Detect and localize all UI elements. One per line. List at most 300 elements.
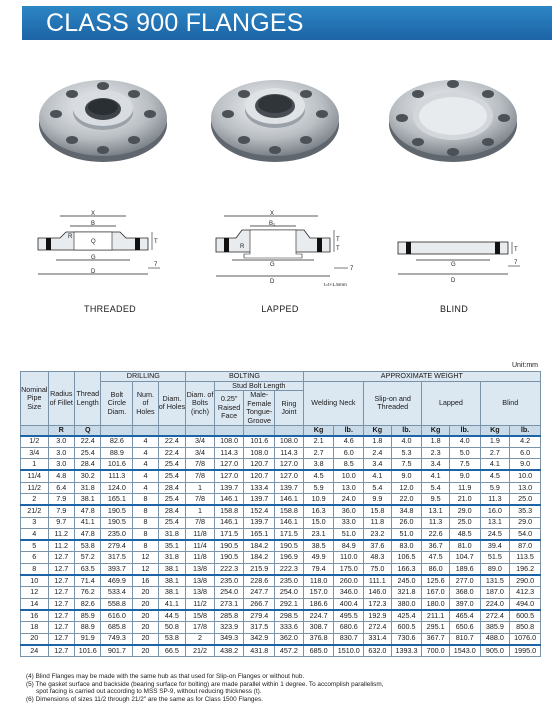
- table-cell: 21.0: [449, 493, 480, 505]
- table-cell: 127.0: [275, 470, 304, 482]
- table-cell: 172.3: [364, 598, 392, 610]
- header-stud-length: Stud Bolt Length: [214, 381, 303, 391]
- table-cell: 8.5: [334, 459, 364, 471]
- table-cell: 88.9: [75, 622, 101, 633]
- table-cell: 37.6: [364, 540, 392, 552]
- table-cell: 31.8: [158, 528, 186, 540]
- table-cell: 272.4: [364, 622, 392, 633]
- table-cell: 5.0: [449, 447, 480, 458]
- table-cell: 36.7: [422, 540, 450, 552]
- table-cell: 125.6: [422, 575, 450, 587]
- header-welding-neck: Welding Neck: [303, 381, 363, 426]
- table-cell: 22.4: [75, 436, 101, 448]
- table-cell: 114.3: [214, 447, 244, 458]
- table-cell: 53.8: [75, 540, 101, 552]
- unit-kg: Kg: [422, 426, 450, 436]
- table-cell: 127.0: [275, 459, 304, 471]
- table-cell: 749.3: [101, 633, 133, 645]
- dim-g-label: G: [451, 262, 456, 268]
- table-cell: 425.4: [391, 610, 422, 622]
- table-cell: 31.8: [158, 552, 186, 563]
- table-cell: 245.0: [391, 575, 422, 587]
- table-cell: 368.0: [449, 587, 480, 598]
- table-cell: 152.4: [244, 505, 275, 517]
- unit-blank: [214, 426, 244, 436]
- table-cell: 4.8: [48, 470, 74, 482]
- table-cell: 9.5: [422, 493, 450, 505]
- table-cell: 4.1: [422, 470, 450, 482]
- table-cell: 494.0: [510, 598, 541, 610]
- table-cell: 38.1: [158, 575, 186, 587]
- table-cell: 38.5: [303, 540, 334, 552]
- table-cell: 11.8: [364, 517, 392, 528]
- table-cell: 12.7: [48, 610, 74, 622]
- table-row: [21, 587, 541, 598]
- table-cell: 171.5: [275, 528, 304, 540]
- table-cell: 10.9: [303, 493, 334, 505]
- dim-7-label: 7: [514, 260, 518, 266]
- table-cell: 101.6: [75, 645, 101, 657]
- table-cell: 48.5: [449, 528, 480, 540]
- table-cell: 57.2: [75, 552, 101, 563]
- table-cell: 2: [186, 633, 215, 645]
- table-row: [21, 447, 541, 458]
- table-cell: 1510.0: [334, 645, 364, 657]
- table-cell: 158.8: [214, 505, 244, 517]
- table-cell: 905.0: [480, 645, 510, 657]
- table-cell: 190.5: [101, 505, 133, 517]
- pipe-size-cell: 14: [21, 598, 49, 610]
- table-cell: 680.6: [334, 622, 364, 633]
- table-cell: 4.5: [303, 470, 334, 482]
- table-cell: 53.8: [158, 633, 186, 645]
- table-cell: 1.8: [422, 436, 450, 448]
- table-cell: 89.0: [480, 563, 510, 575]
- header-bolt-circle: Bolt Circle Diam.: [101, 381, 133, 426]
- table-cell: 495.5: [334, 610, 364, 622]
- table-cell: 1.8: [364, 436, 392, 448]
- table-cell: 66.5: [158, 645, 186, 657]
- table-cell: 12.7: [48, 622, 74, 633]
- table-cell: 616.0: [101, 610, 133, 622]
- table-row: [21, 459, 541, 471]
- unit-blank: [133, 426, 158, 436]
- table-cell: 180.0: [422, 598, 450, 610]
- table-cell: 266.7: [244, 598, 275, 610]
- table-cell: 685.0: [303, 645, 334, 657]
- dim-t-label: T: [154, 239, 158, 245]
- unit-blank: [101, 426, 133, 436]
- table-cell: 810.7: [449, 633, 480, 645]
- table-cell: 8: [133, 505, 158, 517]
- table-cell: 4: [133, 447, 158, 458]
- table-cell: 4.1: [364, 470, 392, 482]
- table-cell: 34.8: [391, 505, 422, 517]
- table-cell: 1: [186, 482, 215, 493]
- table-cell: 2.7: [303, 447, 334, 458]
- table-cell: 380.0: [391, 598, 422, 610]
- caption-threaded: THREADED: [84, 304, 136, 314]
- table-cell: 376.8: [303, 633, 334, 645]
- table-row: [21, 436, 541, 448]
- table-cell: 222.3: [275, 563, 304, 575]
- table-row: [21, 598, 541, 610]
- table-body: [21, 436, 541, 657]
- table-cell: 118.0: [303, 575, 334, 587]
- table-cell: 901.7: [101, 645, 133, 657]
- table-cell: 7.5: [391, 459, 422, 471]
- dim-t-label: T: [336, 237, 340, 243]
- blind-flange-photo: [386, 72, 520, 166]
- table-cell: 488.0: [480, 633, 510, 645]
- table-cell: 3.4: [364, 459, 392, 471]
- table-cell: 215.9: [244, 563, 275, 575]
- table-cell: 254.0: [214, 587, 244, 598]
- table-cell: 133.4: [244, 482, 275, 493]
- table-cell: 38.1: [75, 493, 101, 505]
- table-cell: 186.6: [303, 598, 334, 610]
- table-cell: 189.6: [449, 563, 480, 575]
- table-cell: 3.4: [422, 459, 450, 471]
- table-cell: 171.5: [214, 528, 244, 540]
- table-cell: 235.0: [275, 575, 304, 587]
- table-cell: 23.2: [364, 528, 392, 540]
- table-row: [21, 633, 541, 645]
- table-cell: 362.0: [275, 633, 304, 645]
- table-cell: 127.0: [214, 459, 244, 471]
- header-num-holes: Num. of Holes: [133, 381, 158, 426]
- table-cell: 12.7: [48, 633, 74, 645]
- table-cell: 146.1: [214, 517, 244, 528]
- table-cell: 157.0: [303, 587, 334, 598]
- table-cell: 333.6: [275, 622, 304, 633]
- footnote-4: (4) Blind Flanges may be made with the same hub as that used for Slip-on Flanges or without hub.: [26, 673, 305, 680]
- table-cell: 113.5: [510, 552, 541, 563]
- table-cell: 393.7: [101, 563, 133, 575]
- table-cell: 11.3: [422, 517, 450, 528]
- table-cell: 385.9: [480, 622, 510, 633]
- table-cell: 8: [133, 540, 158, 552]
- table-cell: 165.1: [101, 493, 133, 505]
- table-cell: 6.0: [510, 447, 541, 458]
- lapped-flange-photo: [208, 72, 342, 166]
- table-cell: 9.9: [364, 493, 392, 505]
- table-cell: 13.0: [334, 482, 364, 493]
- table-cell: 20: [133, 610, 158, 622]
- table-cell: 10.0: [334, 470, 364, 482]
- dim-7-label: 7: [154, 262, 158, 268]
- table-cell: 438.2: [214, 645, 244, 657]
- table-cell: 331.4: [364, 633, 392, 645]
- unit-lb: lb.: [510, 426, 541, 436]
- table-cell: 5.4: [422, 482, 450, 493]
- table-cell: 82.6: [75, 598, 101, 610]
- table-cell: 131.5: [480, 575, 510, 587]
- table-cell: 5.9: [480, 482, 510, 493]
- table-cell: 3.0: [48, 447, 74, 458]
- pipe-size-cell: 1: [21, 459, 49, 471]
- table-cell: 211.1: [422, 610, 450, 622]
- table-cell: 25.0: [449, 517, 480, 528]
- footnote-6: (6) Dimensions of sizes 11/2 through 21/2" are the same as for Class 1500 Flanges.: [26, 695, 263, 703]
- table-row: [21, 493, 541, 505]
- table-cell: 4.2: [510, 436, 541, 448]
- table-cell: 16.0: [480, 505, 510, 517]
- caption-lapped: LAPPED: [261, 304, 299, 314]
- table-cell: 15.0: [303, 517, 334, 528]
- table-cell: 292.1: [275, 598, 304, 610]
- dim-x-label: X: [270, 211, 275, 217]
- table-cell: 7.5: [449, 459, 480, 471]
- dim-r-label: R: [240, 244, 245, 250]
- header-diam-holes: Diam. of Holes: [158, 381, 186, 426]
- table-cell: 349.3: [214, 633, 244, 645]
- table-cell: 1: [186, 505, 215, 517]
- table-cell: 20: [133, 633, 158, 645]
- table-cell: 22.4: [158, 436, 186, 448]
- table-cell: 91.9: [75, 633, 101, 645]
- table-cell: 317.5: [244, 622, 275, 633]
- footnotes: [26, 673, 546, 703]
- table-cell: 165.1: [244, 528, 275, 540]
- dim-g-label: G: [270, 262, 275, 268]
- table-cell: 469.9: [101, 575, 133, 587]
- table-cell: 8: [133, 517, 158, 528]
- table-cell: 11.9: [449, 482, 480, 493]
- table-cell: 84.9: [334, 540, 364, 552]
- table-cell: 39.4: [480, 540, 510, 552]
- table-cell: 20: [133, 645, 158, 657]
- table-row: [21, 622, 541, 633]
- table-cell: 139.7: [244, 517, 275, 528]
- table-cell: 9.0: [449, 470, 480, 482]
- table-cell: 412.3: [510, 587, 541, 598]
- table-cell: 71.4: [75, 575, 101, 587]
- table-cell: 400.4: [334, 598, 364, 610]
- unit-lb: lb.: [449, 426, 480, 436]
- table-cell: 11.3: [480, 493, 510, 505]
- table-cell: 120.7: [244, 459, 275, 471]
- table-cell: 13/8: [186, 587, 215, 598]
- table-cell: 4: [133, 436, 158, 448]
- table-cell: 11/2: [186, 598, 215, 610]
- pipe-size-cell: 1/2: [21, 436, 49, 448]
- table-cell: 558.8: [101, 598, 133, 610]
- table-cell: 16: [133, 575, 158, 587]
- table-cell: 196.2: [510, 563, 541, 575]
- table-cell: 54.0: [510, 528, 541, 540]
- table-cell: 321.8: [391, 587, 422, 598]
- unit-label: Unit:mm: [511, 362, 538, 369]
- table-cell: 82.6: [101, 436, 133, 448]
- table-cell: 108.0: [214, 436, 244, 448]
- pipe-size-cell: 20: [21, 633, 49, 645]
- table-cell: 26.0: [391, 517, 422, 528]
- table-cell: 9.0: [391, 470, 422, 482]
- table-cell: 104.7: [449, 552, 480, 563]
- table-cell: 279.4: [101, 540, 133, 552]
- unit-blank: [275, 426, 304, 436]
- caption-blind: BLIND: [439, 304, 468, 314]
- title-banner: [22, 6, 552, 40]
- pipe-size-cell: 8: [21, 563, 49, 575]
- table-cell: 3/4: [186, 447, 215, 458]
- unit-blank: [244, 426, 275, 436]
- table-cell: 700.0: [422, 645, 450, 657]
- table-cell: 6.4: [48, 482, 74, 493]
- table-cell: 120.7: [244, 470, 275, 482]
- unit-r: R: [48, 426, 74, 436]
- table-cell: 175.0: [334, 563, 364, 575]
- table-cell: 685.8: [101, 622, 133, 633]
- table-cell: 4.1: [480, 459, 510, 471]
- table-cell: 75.0: [364, 563, 392, 575]
- pipe-size-cell: 6: [21, 552, 49, 563]
- table-cell: 272.4: [480, 610, 510, 622]
- unit-kg: Kg: [480, 426, 510, 436]
- unit-q: Q: [75, 426, 101, 436]
- table-cell: 47.8: [75, 528, 101, 540]
- table-cell: 23.1: [303, 528, 334, 540]
- table-cell: 139.7: [214, 482, 244, 493]
- table-cell: 8: [133, 493, 158, 505]
- table-cell: 7/8: [186, 459, 215, 471]
- table-cell: 2.4: [364, 447, 392, 458]
- table-cell: 2.3: [422, 447, 450, 458]
- table-cell: 24.5: [480, 528, 510, 540]
- table-cell: 38.1: [158, 563, 186, 575]
- lap-allowance-label: t=t+1.5mm: [324, 283, 347, 288]
- table-cell: 600.5: [391, 622, 422, 633]
- table-cell: 11.2: [48, 540, 74, 552]
- table-cell: 1393.3: [391, 645, 422, 657]
- pipe-size-cell: 2: [21, 493, 49, 505]
- pipe-size-cell: 3/4: [21, 447, 49, 458]
- header-thread: Thread Length: [75, 372, 101, 426]
- dim-d-label: D: [91, 269, 96, 275]
- table-cell: 12.0: [391, 482, 422, 493]
- table-cell: 277.0: [449, 575, 480, 587]
- dim-7-label: 7: [350, 266, 354, 272]
- table-cell: 25.4: [158, 517, 186, 528]
- table-cell: 190.5: [101, 517, 133, 528]
- table-row: [21, 610, 541, 622]
- table-cell: 196.9: [275, 552, 304, 563]
- table-cell: 273.1: [214, 598, 244, 610]
- table-row: [21, 528, 541, 540]
- dim-d-label: D: [270, 279, 275, 285]
- table-cell: 12.7: [48, 563, 74, 575]
- table-cell: 190.5: [214, 552, 244, 563]
- table-cell: 260.0: [334, 575, 364, 587]
- table-cell: 22.0: [391, 493, 422, 505]
- pipe-size-cell: 18: [21, 622, 49, 633]
- table-cell: 4.0: [391, 436, 422, 448]
- table-cell: 11/8: [186, 528, 215, 540]
- pipe-size-cell: 12: [21, 587, 49, 598]
- table-cell: 4.5: [480, 470, 510, 482]
- unit-blank: [21, 426, 49, 436]
- table-cell: 35.1: [158, 540, 186, 552]
- table-cell: 25.4: [158, 459, 186, 471]
- table-row: [21, 540, 541, 552]
- table-cell: 279.4: [244, 610, 275, 622]
- table-cell: 13.0: [510, 482, 541, 493]
- table-cell: 25.0: [510, 493, 541, 505]
- table-cell: 4: [133, 482, 158, 493]
- table-cell: 235.0: [214, 575, 244, 587]
- table-cell: 21/2: [186, 645, 215, 657]
- table-cell: 342.9: [244, 633, 275, 645]
- table-cell: 650.6: [449, 622, 480, 633]
- table-cell: 36.0: [334, 505, 364, 517]
- table-row: [21, 563, 541, 575]
- table-cell: 15/8: [186, 610, 215, 622]
- table-cell: 83.0: [391, 540, 422, 552]
- table-row: [21, 552, 541, 563]
- table-cell: 16.3: [303, 505, 334, 517]
- table-cell: 87.0: [510, 540, 541, 552]
- table-cell: 7/8: [186, 493, 215, 505]
- table-cell: 166.3: [391, 563, 422, 575]
- table-cell: 41.1: [158, 598, 186, 610]
- header-radius: Radius of Fillet: [48, 372, 74, 426]
- header-male-female: Male-Female Tongue-Groove: [244, 391, 275, 426]
- table-cell: 22.6: [422, 528, 450, 540]
- table-cell: 111.1: [364, 575, 392, 587]
- table-cell: 190.5: [275, 540, 304, 552]
- dim-d-label: D: [451, 278, 456, 284]
- pipe-size-cell: 11/4: [21, 470, 49, 482]
- table-cell: 11/8: [186, 552, 215, 563]
- table-cell: 224.7: [303, 610, 334, 622]
- table-cell: 5.4: [364, 482, 392, 493]
- unit-kg: Kg: [303, 426, 334, 436]
- table-cell: 28.4: [158, 505, 186, 517]
- table-cell: 17/8: [186, 622, 215, 633]
- table-cell: 85.9: [75, 610, 101, 622]
- table-cell: 9.0: [510, 459, 541, 471]
- table-cell: 12: [133, 563, 158, 575]
- table-cell: 101.6: [244, 436, 275, 448]
- table-cell: 10.0: [510, 470, 541, 482]
- table-cell: 20: [133, 622, 158, 633]
- table-row: [21, 482, 541, 493]
- table-cell: 7.9: [48, 505, 74, 517]
- table-cell: 730.6: [391, 633, 422, 645]
- footnote-5-cont: spot facing is carried out according to MSS SP-9, without reducing thickness (t).: [36, 688, 262, 696]
- table-cell: 4: [133, 470, 158, 482]
- table-cell: 101.6: [101, 459, 133, 471]
- table-cell: 79.4: [303, 563, 334, 575]
- table-cell: 86.0: [422, 563, 450, 575]
- table-cell: 22.4: [158, 447, 186, 458]
- table-cell: 254.0: [275, 587, 304, 598]
- table-cell: 111.3: [101, 470, 133, 482]
- table-cell: 12.7: [48, 552, 74, 563]
- threaded-flange-drawing: [30, 208, 180, 288]
- table-cell: 127.0: [214, 470, 244, 482]
- table-cell: 167.0: [422, 587, 450, 598]
- table-cell: 3/4: [186, 436, 215, 448]
- header-nominal: Nominal Pipe Size: [21, 372, 49, 426]
- unit-blank: [186, 426, 215, 436]
- table-cell: 184.2: [244, 540, 275, 552]
- table-cell: 13.1: [480, 517, 510, 528]
- table-cell: 224.0: [480, 598, 510, 610]
- pipe-size-cell: 11/2: [21, 482, 49, 493]
- table-cell: 63.5: [75, 563, 101, 575]
